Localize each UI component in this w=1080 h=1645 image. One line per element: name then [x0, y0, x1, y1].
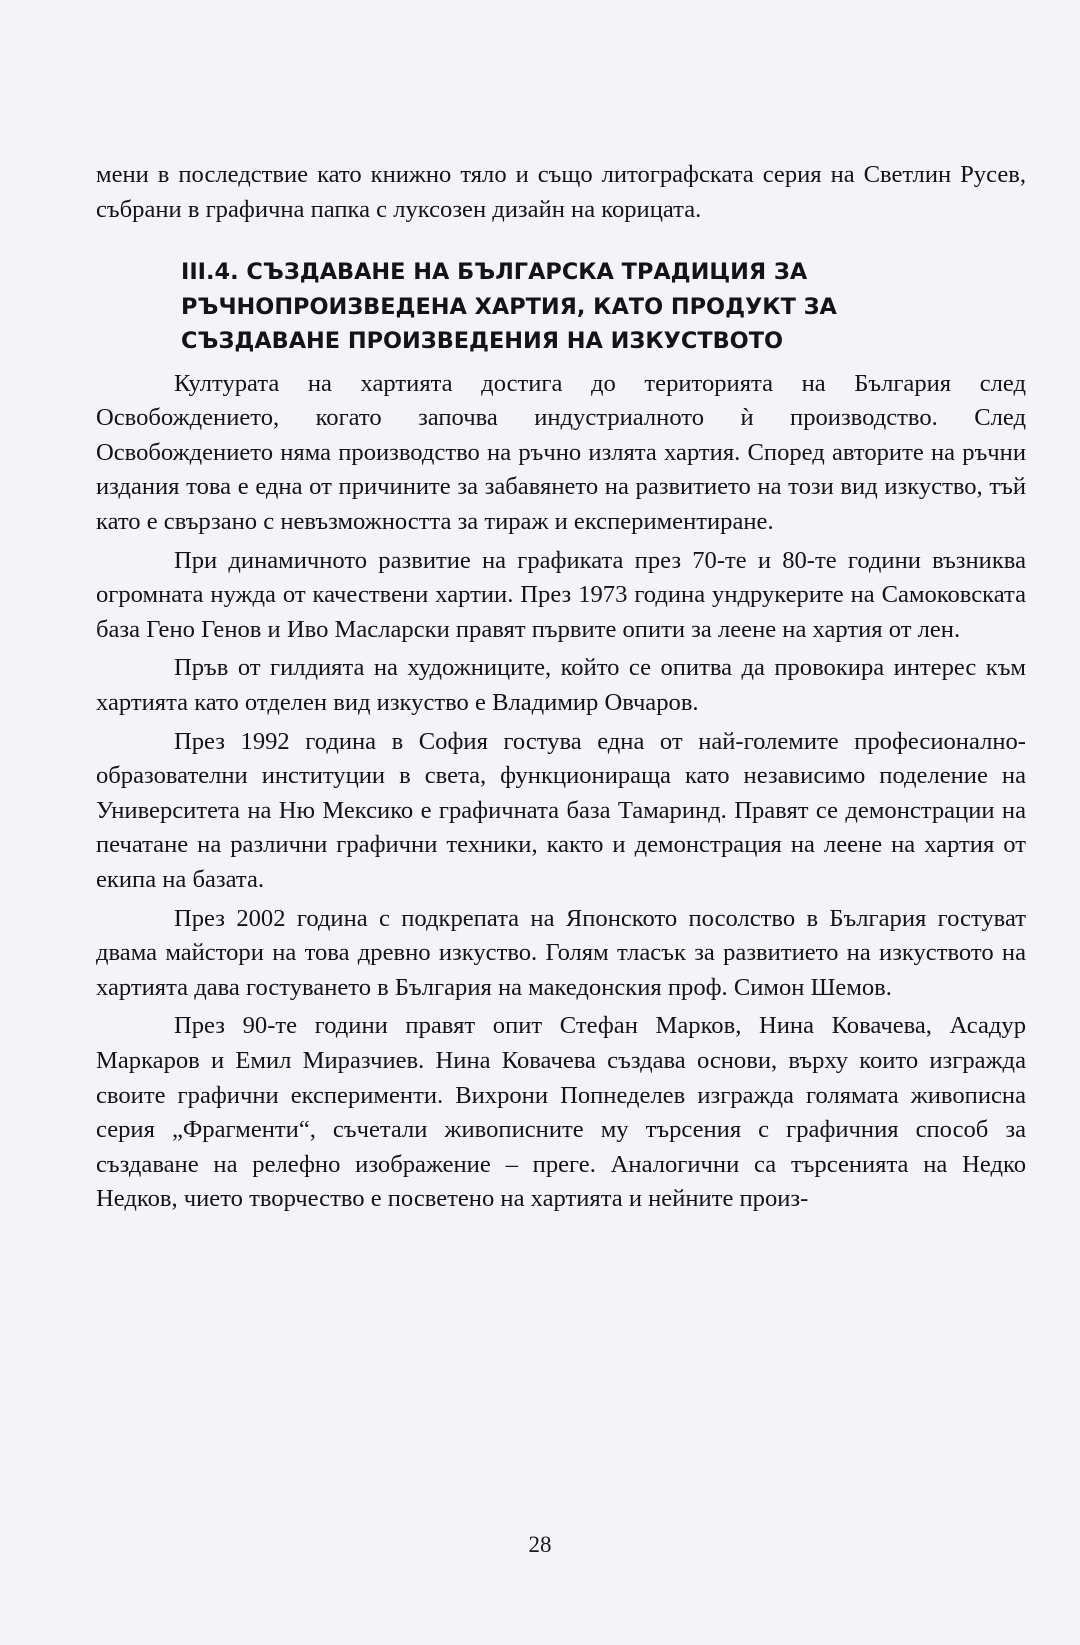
- paragraph: Културата на хартията достига до територията на България след Освобождението, когато започва индустриалното ѝ производство. След Освобождението няма производство на ръчно излята хартия. Според авторите на ръчни издания това е една от причините за забавянето на развитието на този вид изкуство, тъй като е свързано с невъзможността за тираж и експериментиране.: [96, 369, 1026, 536]
- intro-paragraph: мени в последствие като книжно тяло и също литографската серия на Светлин Русев, събрани в графична папка с луксозен дизайн на корицата.: [96, 161, 1026, 223]
- paragraph: През 2002 година с подкрепата на Японското посолство в България гостуват двама майстори на това древно изкуство. Голям тласък за развитието на изкуството на хартията дава гостуването в България на македонския проф. Симон Шемов.: [96, 904, 1026, 1001]
- section-heading-line: РЪЧНОПРОИЗВЕДЕНА ХАРТИЯ, КАТО ПРОДУКТ ЗА: [181, 293, 837, 320]
- section-heading-line: СЪЗДАВАНЕ ПРОИЗВЕДЕНИЯ НА ИЗКУСТВОТО: [181, 328, 783, 355]
- paragraph: Пръв от гилдията на художниците, който се опитва да провокира интерес към хартията като отделен вид изкуство е Владимир Овчаров.: [96, 654, 1026, 717]
- paragraph: През 1992 година в София гостува една от най-големите професионално-образователни институции в света, функционираща като независимо поделение на Университета на Ню Мексико е графичната база Тамаринд. Правят се демонстрации на печатане на различни графични техники, както и демонстрация на леене на хартия от екипа на базата.: [96, 727, 1026, 893]
- body-text: [96, 158, 1026, 1217]
- paragraph: При динамичното развитие на графиката през 70-те и 80-те години възниква огромната нужда от качествени хартии. През 1973 година ундрукерите на Самоковската база Гено Генов и Иво Масларски правят първите опити за леене на хартия от лен.: [96, 546, 1026, 643]
- page-number: 28: [528, 1532, 552, 1557]
- section-heading: [181, 255, 1026, 359]
- section-heading-line: III.4. СЪЗДАВАНЕ НА БЪЛГАРСКА ТРАДИЦИЯ ЗА: [181, 259, 808, 286]
- paragraph: През 90-те години правят опит Стефан Марков, Нина Ковачева, Асадур Маркаров и Емил Миразчиев. Нина Ковачева създава основи, върху които изгражда своите графични експерименти. Вихрони Попнеделев изгражда голямата живописна серия „Фрагменти“, съчетали живописните му търсения с графичния способ за създаване на релефно изображение – преге. Аналогични са търсенията на Недко Недков, чието творчество е посветено на хартията и нейните произ-: [96, 1012, 1026, 1213]
